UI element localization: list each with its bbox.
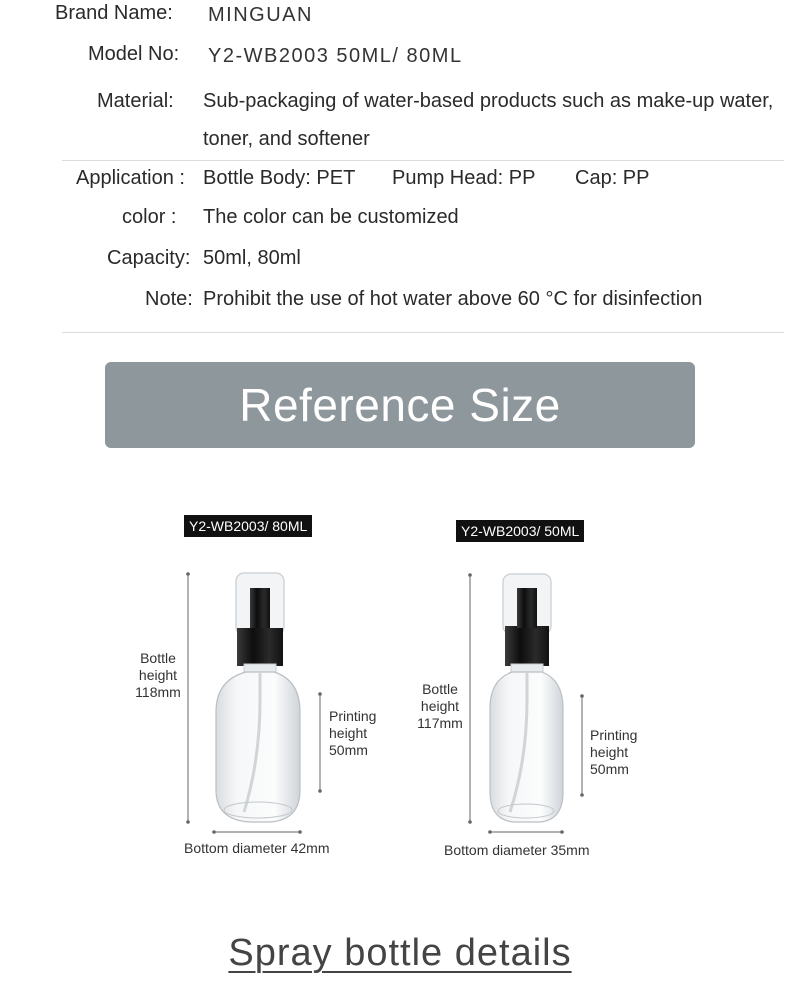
bottom-diameter-50ml-label: Bottom diameter 35mm [444, 842, 590, 858]
color-label: color : [122, 206, 177, 228]
bottle-80ml-neck [244, 664, 276, 672]
printing-height-80ml-label: Printing height 50mm [329, 708, 377, 758]
application-pump: Pump Head: PP [392, 167, 536, 189]
banner-title: Reference Size [239, 379, 561, 431]
brand-label: Brand Name: [55, 2, 173, 24]
footer-section [0, 932, 800, 975]
application-body: Bottle Body: PET [203, 167, 356, 189]
bottle-80ml-pump [237, 628, 283, 666]
footer-title: Spray bottle details [228, 932, 572, 974]
product-tag-50ml: Y2-WB2003/ 50ML [456, 520, 584, 542]
bottle-80ml-actuator [250, 588, 270, 628]
bottle-50ml-pump [505, 626, 549, 666]
brand-value: MINGUAN [208, 4, 313, 26]
material-value-line1: Sub-packaging of water-based products such as make-up water, [203, 90, 774, 112]
color-value: The color can be customized [203, 206, 459, 228]
capacity-value: 50ml, 80ml [203, 247, 301, 269]
model-value: Y2-WB2003 50ML/ 80ML [208, 45, 463, 67]
bottle-height-80ml-label: Bottle height 118mm [135, 650, 181, 700]
note-label: Note: [145, 288, 193, 310]
bottle-height-50ml-label: Bottle height 117mm [417, 681, 463, 731]
bottle-80ml [216, 573, 300, 822]
application-label: Application : [76, 167, 185, 189]
bottle-50ml-neck [511, 664, 543, 672]
bottle-50ml-actuator [517, 588, 537, 628]
application-cap: Cap: PP [575, 167, 650, 189]
bottle-50ml [490, 574, 563, 822]
material-value-line2: toner, and softener [203, 128, 370, 150]
note-value: Prohibit the use of hot water above 60 °C for disinfection [203, 288, 703, 310]
bottom-diameter-80ml-label: Bottom diameter 42mm [184, 840, 330, 856]
model-label: Model No: [88, 43, 180, 65]
product-tag-80ml: Y2-WB2003/ 80ML [184, 515, 312, 537]
material-label: Material: [97, 90, 174, 112]
printing-height-50ml-label: Printing height 50mm [590, 727, 638, 777]
capacity-label: Capacity: [107, 247, 191, 269]
